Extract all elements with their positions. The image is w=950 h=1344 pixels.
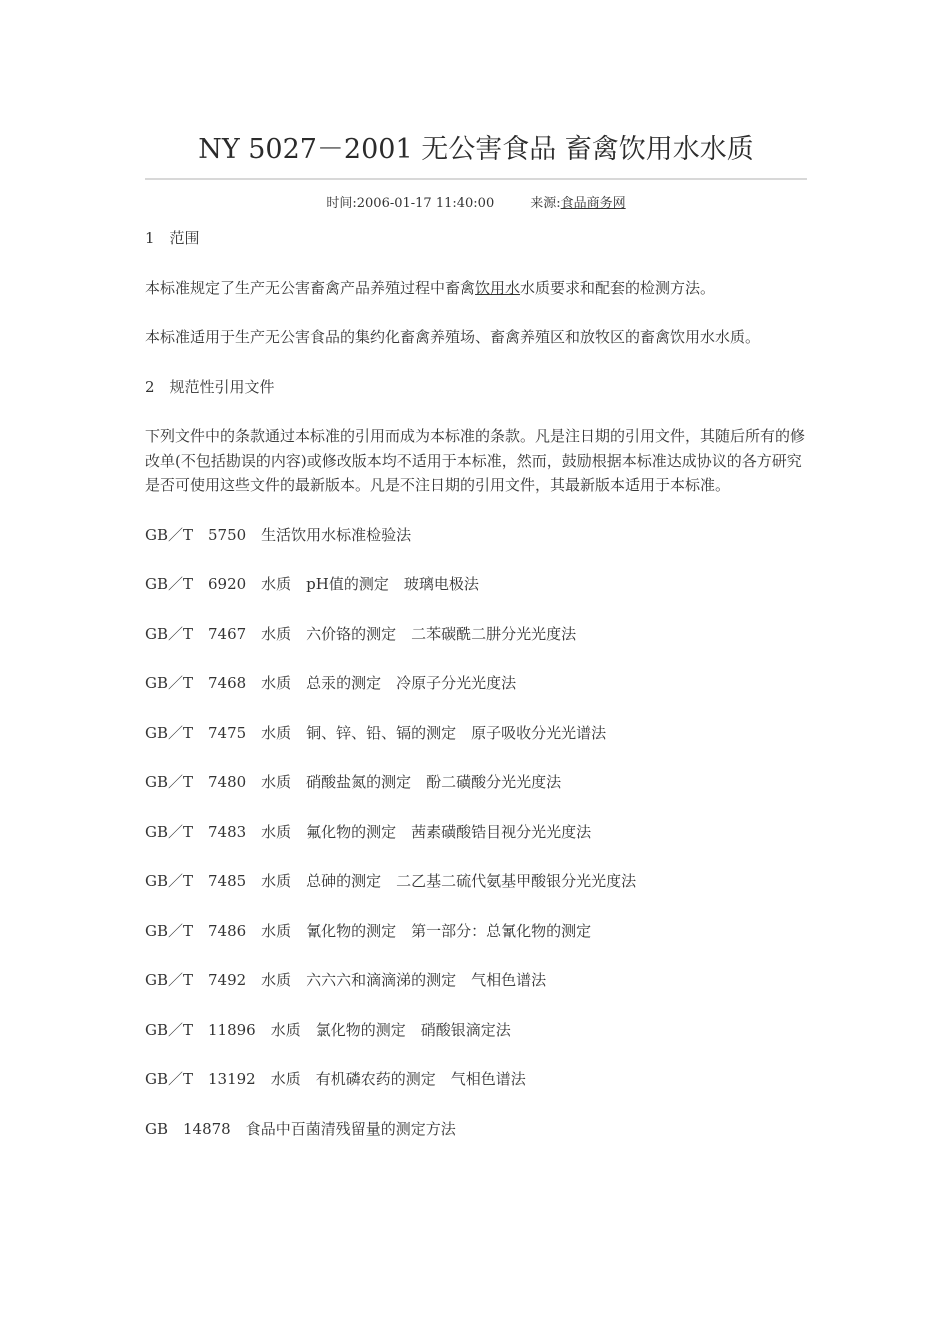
drinking-water-link[interactable]: 饮用水 xyxy=(475,278,521,297)
reference-item: GB／T 7468 水质 总汞的测定 冷原子分光光度法 xyxy=(145,674,517,692)
section-1-paragraph-2: 本标准适用于生产无公害食品的集约化畜禽养殖场、畜禽养殖区和放牧区的畜禽饮用水水质。 xyxy=(145,328,761,346)
reference-item: GB／T 7480 水质 硝酸盐氮的测定 酚二磺酸分光光度法 xyxy=(145,773,562,791)
section-2-paragraph-1: 下列文件中的条款通过本标准的引用而成为本标准的条款。凡是注日期的引用文件，其随后所有的修改单(不包括勘误的内容)或修改版本均不适用于本标准，然而，鼓励根据本标准达成协议的各方研究是否可使用这些文件的最新版本。凡是不注日期的引用文件，其最新版本适用于本标准。 xyxy=(145,427,806,494)
source-label: 来源: xyxy=(530,196,561,211)
reference-item: GB／T 7467 水质 六价铬的测定 二苯碳酰二肼分光光度法 xyxy=(145,624,577,643)
reference-item: GB／T 7475 水质 铜、锌、铅、镉的测定 原子吸收分光光谱法 xyxy=(145,723,607,742)
time-value: 2006-01-17 11:40:00 xyxy=(356,196,495,211)
reference-item: GB／T 5750 生活饮用水标准检验法 xyxy=(145,525,412,544)
paragraph-text: 水质要求和配套的检测方法。 xyxy=(520,278,716,297)
reference-item: GB／T 7492 水质 六六六和滴滴涕的测定 气相色谱法 xyxy=(145,971,547,989)
title-divider xyxy=(145,178,807,180)
reference-item: GB／T 7483 水质 氟化物的测定 茜素磺酸锆目视分光光度法 xyxy=(145,822,592,841)
section-1-paragraph-1 xyxy=(145,276,807,301)
reference-item: GB 14878 食品中百菌清残留量的测定方法 xyxy=(145,1119,456,1138)
reference-item: GB／T 6920 水质 pH值的测定 玻璃电极法 xyxy=(145,575,479,593)
section-2-heading: 2 规范性引用文件 xyxy=(145,377,275,396)
reference-item: GB／T 7485 水质 总砷的测定 二乙基二硫代氨基甲酸银分光光度法 xyxy=(145,872,637,890)
reference-item: GB／T 13192 水质 有机磷农药的测定 气相色谱法 xyxy=(145,1070,526,1088)
section-1-heading: 1 范围 xyxy=(145,229,200,247)
time-label: 时间: xyxy=(326,196,357,211)
article-meta xyxy=(145,194,807,214)
paragraph-text: 本标准规定了生产无公害畜禽产品养殖过程中畜禽 xyxy=(145,278,476,297)
article-title: NY 5027－2001 无公害食品 畜禽饮用水水质 xyxy=(198,134,754,165)
source-link[interactable]: 食品商务网 xyxy=(560,196,626,211)
article-body xyxy=(145,226,807,1166)
reference-item: GB／T 7486 水质 氰化物的测定 第一部分：总氰化物的测定 xyxy=(145,921,592,940)
reference-item: GB／T 11896 水质 氯化物的测定 硝酸银滴定法 xyxy=(145,1020,511,1039)
